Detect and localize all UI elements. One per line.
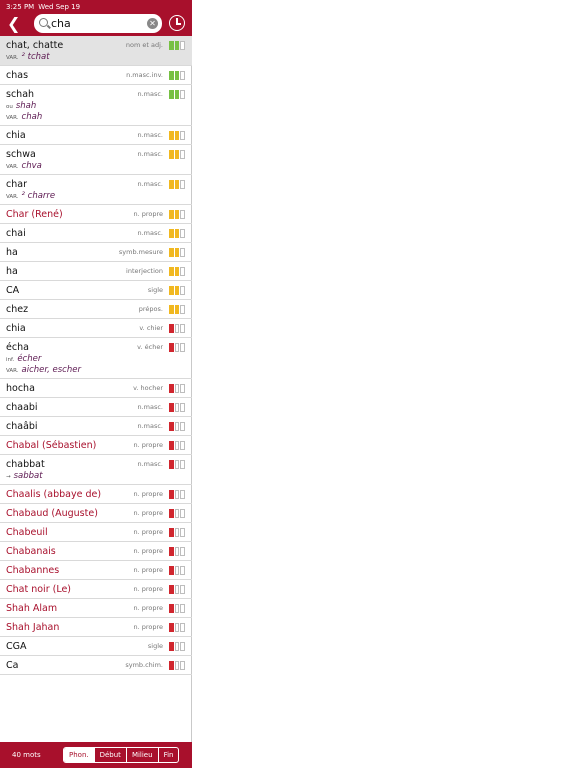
list-item-headword: Chaalis (abbaye de) bbox=[6, 489, 102, 500]
word-list bbox=[0, 36, 192, 742]
frequency-gauge bbox=[169, 585, 186, 594]
list-item-category: n. propre bbox=[133, 547, 163, 555]
list-item[interactable] bbox=[0, 637, 192, 656]
frequency-gauge bbox=[169, 41, 186, 50]
list-item-headword: chaâbi bbox=[6, 421, 38, 432]
list-item-category: nom et adj. bbox=[125, 41, 163, 49]
list-item-headword: Chabannes bbox=[6, 565, 60, 576]
list-item-variant bbox=[6, 191, 186, 202]
list-item-headword: hocha bbox=[6, 383, 35, 394]
word-list-panel bbox=[0, 0, 192, 768]
status-date: Wed Sep 19 bbox=[38, 2, 81, 11]
list-item[interactable] bbox=[0, 656, 192, 675]
frequency-gauge bbox=[169, 490, 186, 499]
list-item-category: n.masc. bbox=[137, 403, 163, 411]
list-item-category: n. propre bbox=[133, 509, 163, 517]
list-item-category: n. propre bbox=[133, 604, 163, 612]
list-item-category: n.masc. bbox=[137, 180, 163, 188]
frequency-gauge bbox=[169, 460, 186, 469]
list-item[interactable] bbox=[0, 379, 192, 398]
list-item[interactable] bbox=[0, 319, 192, 338]
list-item-category: v. écher bbox=[137, 343, 163, 351]
variant-tag: → bbox=[6, 474, 11, 480]
list-item-headword: Chabeuil bbox=[6, 527, 48, 538]
list-item[interactable] bbox=[0, 580, 192, 599]
list-item-variant bbox=[6, 471, 186, 482]
frequency-gauge bbox=[169, 286, 186, 295]
variant-tag: VAR. bbox=[6, 368, 19, 374]
list-item[interactable] bbox=[0, 485, 192, 504]
list-item[interactable] bbox=[0, 175, 192, 205]
list-item-headword: chaabi bbox=[6, 402, 38, 413]
list-item[interactable] bbox=[0, 281, 192, 300]
list-item-category: n. propre bbox=[133, 441, 163, 449]
clear-search-icon[interactable]: ✕ bbox=[147, 18, 158, 29]
frequency-gauge bbox=[169, 509, 186, 518]
variant-tag: ou bbox=[6, 104, 13, 110]
frequency-gauge bbox=[169, 642, 186, 651]
list-item-headword: chai bbox=[6, 228, 26, 239]
segment-début[interactable]: Début bbox=[95, 748, 127, 762]
list-item-headword: schah bbox=[6, 89, 35, 100]
variant-text: sabbat bbox=[13, 471, 43, 481]
list-item-variant bbox=[6, 365, 186, 376]
list-item-headword: chat, chatte bbox=[6, 40, 64, 51]
frequency-gauge bbox=[169, 210, 186, 219]
list-item-headword: chas bbox=[6, 70, 29, 81]
list-item-headword: chez bbox=[6, 304, 29, 315]
search-mode-segmented-control bbox=[63, 747, 179, 763]
search-bar bbox=[0, 13, 192, 36]
frequency-gauge bbox=[169, 267, 186, 276]
frequency-gauge bbox=[169, 661, 186, 670]
list-item[interactable] bbox=[0, 599, 192, 618]
list-item-category: n.masc. bbox=[137, 131, 163, 139]
frequency-gauge bbox=[169, 403, 186, 412]
list-item-category: n. propre bbox=[133, 210, 163, 218]
variant-text: chva bbox=[21, 161, 42, 171]
word-count: 40 mots bbox=[12, 751, 41, 759]
frequency-gauge bbox=[169, 131, 186, 140]
list-item-category: n.masc. bbox=[137, 460, 163, 468]
variant-tag: VAR. bbox=[6, 194, 19, 200]
frequency-gauge bbox=[169, 604, 186, 613]
word-list-footer bbox=[0, 742, 192, 768]
list-item-variant bbox=[6, 101, 186, 112]
list-item-category: n.masc.inv. bbox=[126, 71, 163, 79]
list-item-headword: Char (René) bbox=[6, 209, 63, 220]
variant-tag: inf. bbox=[6, 357, 15, 363]
frequency-gauge bbox=[169, 305, 186, 314]
list-item[interactable] bbox=[0, 300, 192, 319]
battery-icon bbox=[226, 381, 240, 387]
frequency-gauge bbox=[169, 528, 186, 537]
list-item-headword: ha bbox=[6, 247, 18, 258]
list-item[interactable] bbox=[0, 436, 192, 455]
list-item[interactable] bbox=[0, 523, 192, 542]
list-item-variant bbox=[6, 52, 186, 63]
list-item-category: n. propre bbox=[133, 490, 163, 498]
list-item[interactable] bbox=[0, 66, 192, 85]
frequency-gauge bbox=[169, 566, 186, 575]
variant-tag: VAR. bbox=[6, 55, 19, 61]
list-item-category: n. propre bbox=[133, 623, 163, 631]
list-item-variant bbox=[6, 354, 186, 365]
list-item-category: n. propre bbox=[133, 566, 163, 574]
list-item-variant bbox=[6, 112, 186, 123]
list-item-headword: Shah Jahan bbox=[6, 622, 60, 633]
list-item-headword: Chabanais bbox=[6, 546, 56, 557]
list-item[interactable] bbox=[0, 85, 192, 126]
list-item[interactable] bbox=[0, 417, 192, 436]
list-item-category: symb.chim. bbox=[125, 661, 163, 669]
list-item[interactable] bbox=[0, 205, 192, 224]
list-item-headword: chabbat bbox=[6, 459, 45, 470]
frequency-gauge bbox=[169, 324, 186, 333]
list-item[interactable] bbox=[0, 243, 192, 262]
list-item-headword: Chabal (Sébastien) bbox=[6, 440, 97, 451]
frequency-gauge bbox=[169, 229, 186, 238]
list-item-headword: Shah Alam bbox=[6, 603, 58, 614]
segment-fin[interactable]: Fin bbox=[163, 751, 174, 759]
search-field[interactable] bbox=[34, 14, 162, 33]
list-item-headword: Ca bbox=[6, 660, 19, 671]
search-input[interactable]: cha bbox=[51, 17, 71, 30]
list-item-headword: char bbox=[6, 179, 27, 190]
list-item[interactable] bbox=[0, 338, 192, 379]
frequency-gauge bbox=[169, 441, 186, 450]
segment-phon[interactable]: Phon. bbox=[64, 748, 95, 762]
list-item-category: interjection bbox=[126, 267, 163, 275]
segment-milieu[interactable]: Milieu bbox=[127, 748, 159, 762]
list-item[interactable] bbox=[0, 398, 192, 417]
list-item-category: n.masc. bbox=[137, 90, 163, 98]
list-item[interactable] bbox=[0, 36, 192, 66]
frequency-gauge bbox=[169, 384, 186, 393]
frequency-gauge bbox=[169, 248, 186, 257]
list-item-category: v. hocher bbox=[133, 384, 163, 392]
list-item[interactable] bbox=[0, 504, 192, 523]
wifi-icon: ◠ bbox=[192, 380, 199, 388]
frequency-gauge bbox=[169, 422, 186, 431]
variant-text: écher bbox=[17, 354, 42, 364]
list-item-category: n.masc. bbox=[137, 229, 163, 237]
list-item-headword: schwa bbox=[6, 149, 36, 160]
frequency-gauge bbox=[169, 547, 186, 556]
variant-text: ² tchat bbox=[21, 52, 50, 62]
list-item-headword: ha bbox=[6, 266, 18, 277]
list-item-category: n.masc. bbox=[137, 422, 163, 430]
variant-text: aicher, escher bbox=[21, 365, 81, 375]
list-item[interactable] bbox=[0, 262, 192, 281]
history-clock-icon[interactable] bbox=[169, 15, 185, 31]
list-item-headword: Chat noir (Le) bbox=[6, 584, 72, 595]
list-item-category: n. propre bbox=[133, 585, 163, 593]
frequency-gauge bbox=[169, 623, 186, 632]
list-item-variant bbox=[6, 161, 186, 172]
list-item[interactable] bbox=[0, 542, 192, 561]
list-item-category: symb.mesure bbox=[118, 248, 163, 256]
battery-percent: 100% bbox=[202, 380, 223, 388]
list-item[interactable] bbox=[0, 561, 192, 580]
frequency-gauge bbox=[169, 180, 186, 189]
list-item-headword: CGA bbox=[6, 641, 27, 652]
list-item-category: sigle bbox=[147, 642, 163, 650]
list-item-category: sigle bbox=[147, 286, 163, 294]
list-item-category: n. propre bbox=[133, 528, 163, 536]
frequency-gauge bbox=[169, 71, 186, 80]
frequency-gauge bbox=[169, 90, 186, 99]
variant-tag: VAR. bbox=[6, 164, 19, 170]
list-item-category: n.masc. bbox=[137, 150, 163, 158]
list-item-category: prépos. bbox=[138, 305, 163, 313]
list-item[interactable] bbox=[0, 224, 192, 243]
list-item-headword: Chabaud (Auguste) bbox=[6, 508, 98, 519]
back-icon[interactable]: ❮ bbox=[7, 14, 21, 33]
list-item-headword: chia bbox=[6, 130, 26, 141]
list-item-headword: écha bbox=[6, 342, 29, 353]
search-icon bbox=[39, 18, 48, 27]
list-item[interactable] bbox=[0, 618, 192, 637]
variant-tag: VAR. bbox=[6, 115, 19, 121]
list-item-category: v. chier bbox=[139, 324, 163, 332]
list-item[interactable] bbox=[0, 455, 192, 485]
frequency-gauge bbox=[169, 150, 186, 159]
list-item-headword: CA bbox=[6, 285, 20, 296]
list-item[interactable] bbox=[0, 145, 192, 175]
frequency-gauge bbox=[169, 343, 186, 352]
status-time: 3:25 PM bbox=[6, 2, 35, 11]
list-item[interactable] bbox=[0, 126, 192, 145]
variant-text: ² charre bbox=[21, 191, 56, 201]
variant-text: chah bbox=[21, 112, 43, 122]
variant-text: shah bbox=[15, 101, 37, 111]
list-item-headword: chia bbox=[6, 323, 26, 334]
